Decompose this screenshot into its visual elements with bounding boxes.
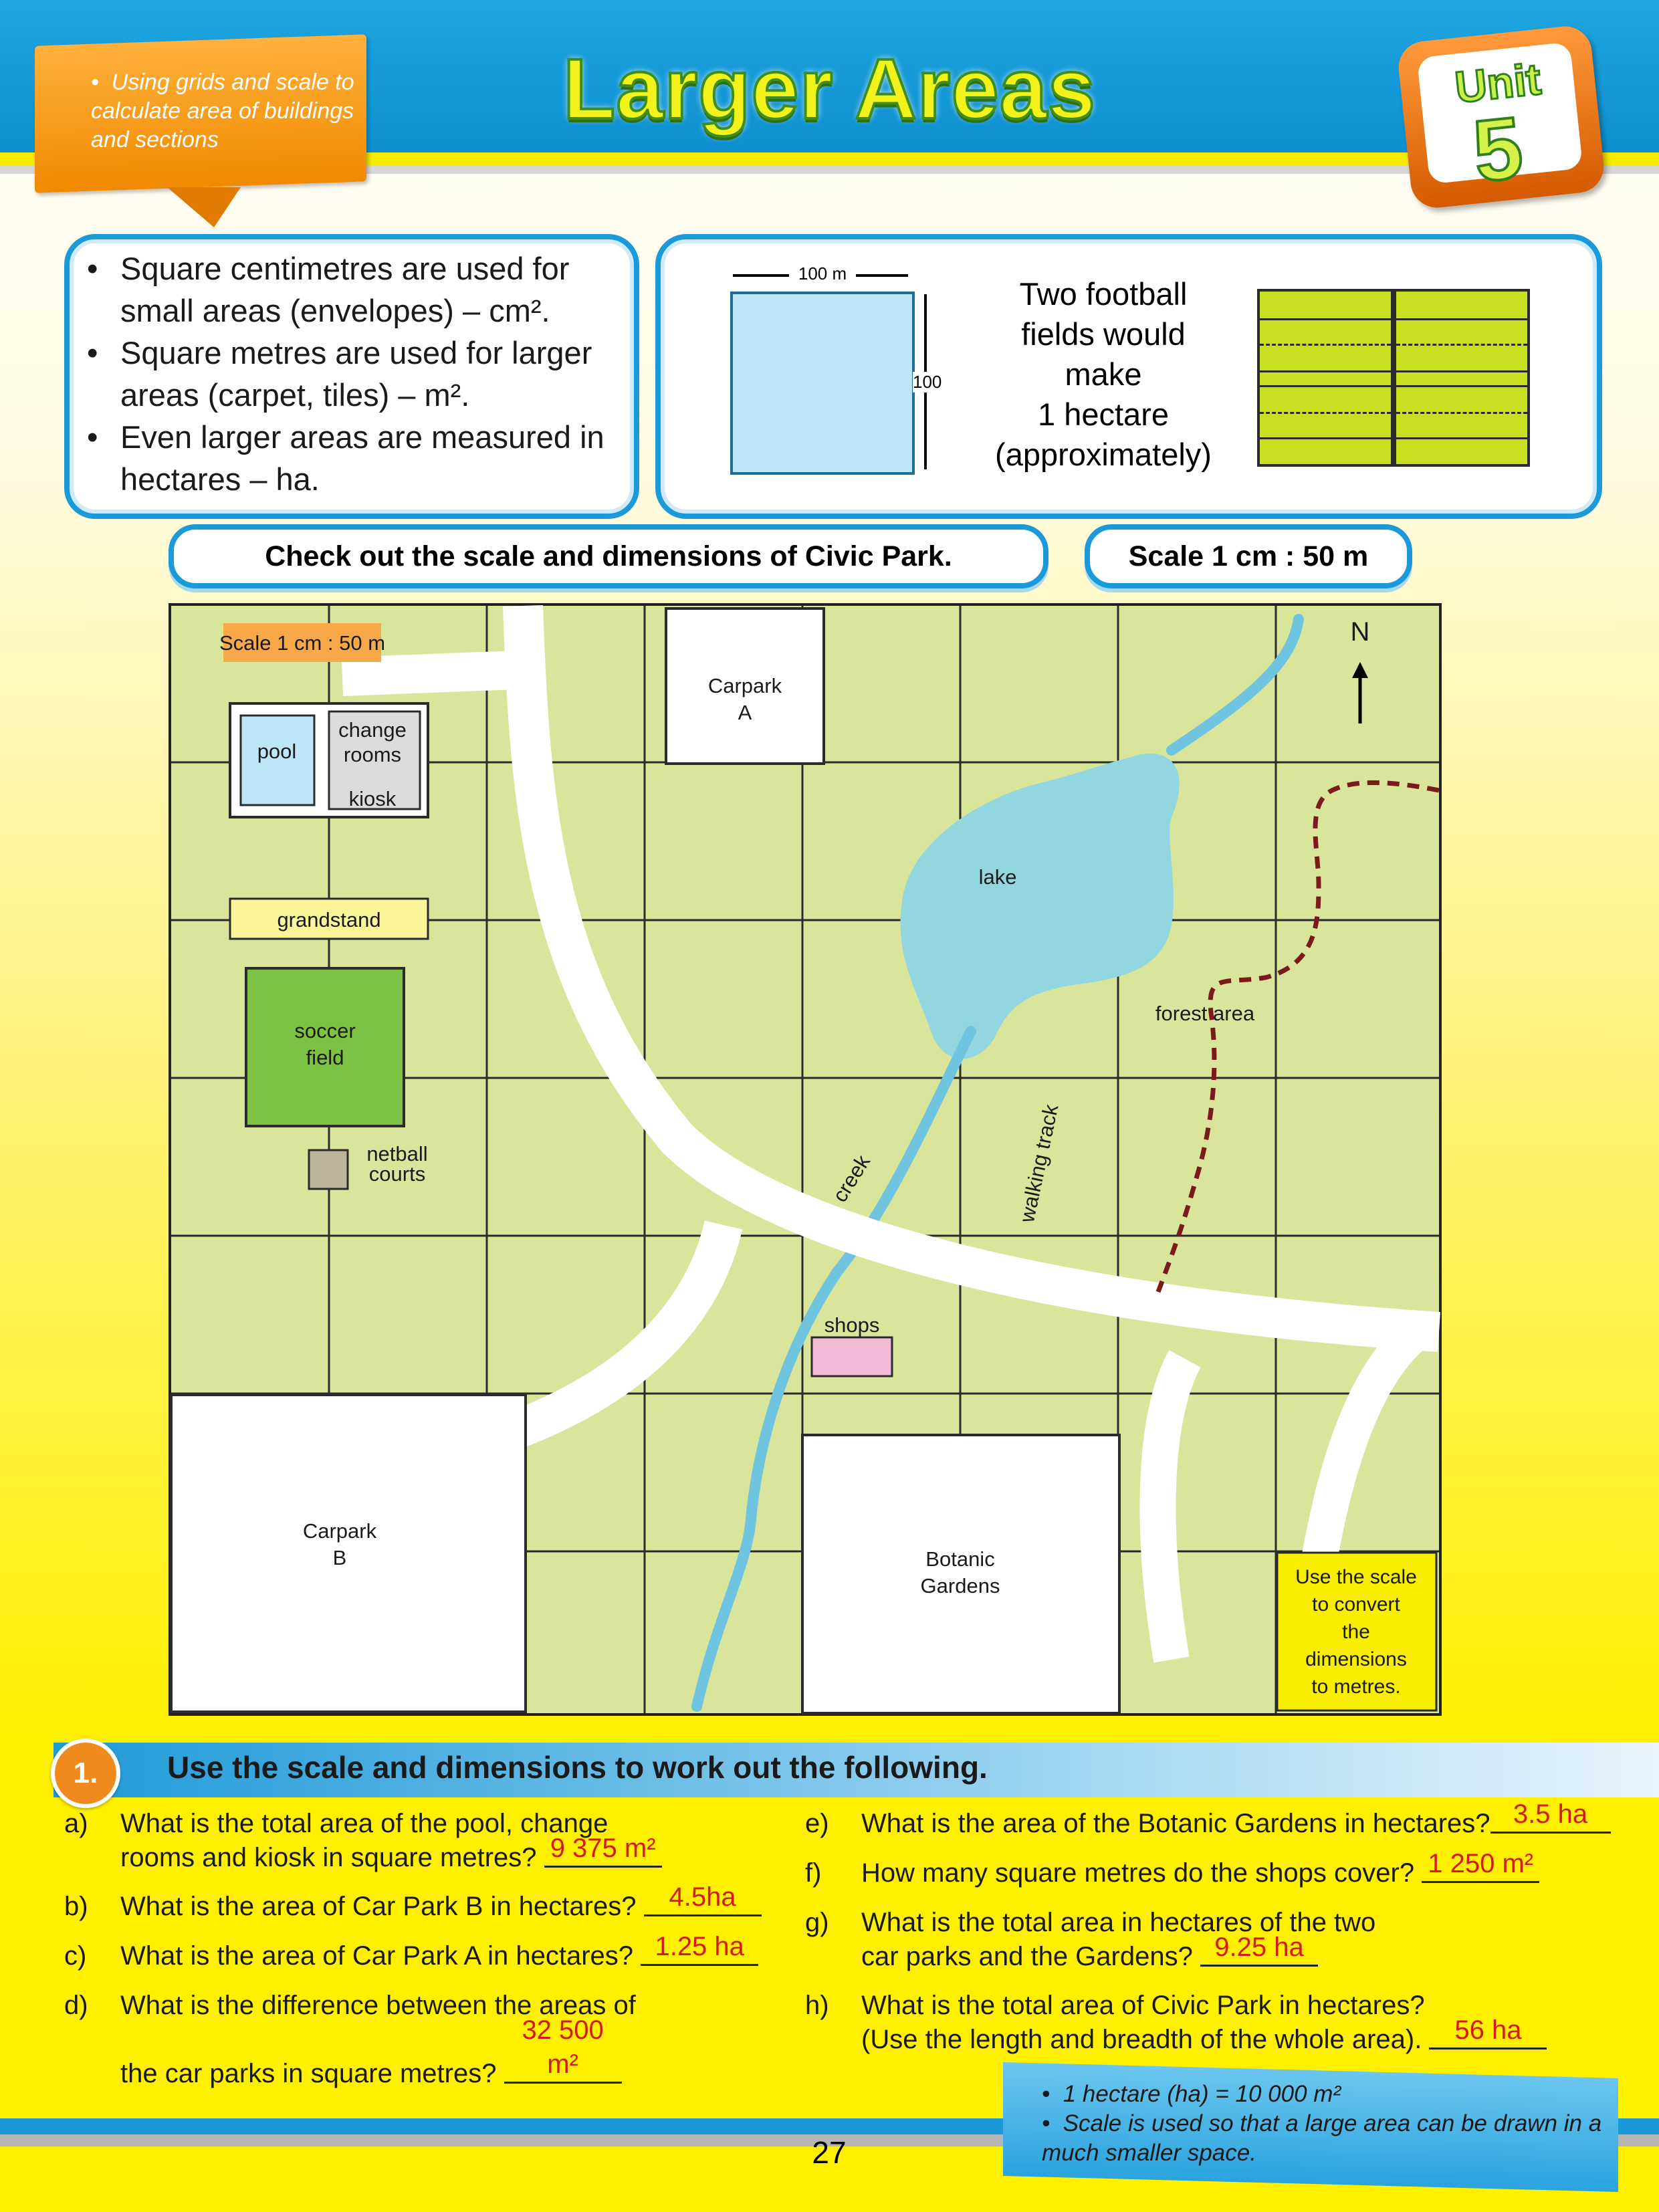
change-rooms-label: change rooms bbox=[338, 718, 407, 766]
scale-pill: Scale 1 cm : 50 m bbox=[1085, 524, 1412, 588]
width-dimension-label: 100 m bbox=[789, 263, 856, 284]
footer-note-text: • 1 hectare (ha) = 10 000 m² • Scale is used so that a large area can be drawn in a much smaller space. bbox=[1042, 2081, 1602, 2166]
question-letter: h) bbox=[805, 1991, 829, 2020]
scale-tag-text: Scale 1 cm : 50 m bbox=[219, 631, 386, 655]
question-line: (Use the length and breadth of the whole area). bbox=[861, 2025, 1422, 2054]
hectare-square bbox=[730, 292, 915, 475]
question-letter: f) bbox=[805, 1858, 822, 1888]
question-item bbox=[64, 1989, 786, 2088]
area-units-list bbox=[87, 247, 622, 500]
soccer-field-label: soccer field bbox=[294, 1019, 356, 1069]
football-line: 1 hectare bbox=[1038, 397, 1169, 432]
bullet-item: • Square centimetres are used for small areas (envelopes) – cm². bbox=[87, 247, 622, 332]
question-text bbox=[861, 1906, 1375, 1976]
question-line: What is the difference between the areas of bbox=[120, 1991, 636, 2020]
answer-field[interactable]: 56 ha bbox=[1429, 2013, 1547, 2050]
carpark-b-label: Carpark B bbox=[302, 1519, 377, 1569]
unit-badge bbox=[1404, 33, 1605, 207]
question-line: What is the total area of the pool, change bbox=[120, 1809, 609, 1838]
walking-track bbox=[1158, 782, 1439, 1292]
question-line: What is the area of the Botanic Gardens in hectares? bbox=[861, 1809, 1490, 1838]
question-letter: c) bbox=[64, 1941, 87, 1971]
football-field bbox=[1394, 289, 1530, 467]
creek-label: creek bbox=[828, 1151, 875, 1206]
walking-track-label: walking track bbox=[1014, 1102, 1063, 1225]
question-line: the car parks in square metres? bbox=[120, 2059, 497, 2088]
question-text bbox=[120, 1932, 758, 1975]
football-field bbox=[1257, 289, 1394, 467]
question-text bbox=[120, 1807, 662, 1877]
answer-field[interactable]: 1 250 m² bbox=[1422, 1847, 1539, 1883]
question-text bbox=[120, 1882, 762, 1926]
convert-note-text: Use the scale to convert the dimensions to metres. bbox=[1295, 1566, 1417, 1698]
question-text bbox=[861, 1989, 1547, 2059]
botanic-gardens-label: Botanic Gardens bbox=[920, 1547, 1000, 1597]
question-text bbox=[120, 1989, 636, 2093]
instruction-pill: Check out the scale and dimensions of Civic Park. bbox=[169, 524, 1048, 588]
footer-note bbox=[1003, 2070, 1618, 2184]
question-letter: a) bbox=[64, 1809, 88, 1838]
shops bbox=[812, 1337, 892, 1376]
answer-field[interactable]: 1.25 ha bbox=[641, 1930, 758, 1966]
question-line: What is the total area in hectares of the two bbox=[861, 1908, 1376, 1937]
answer-field[interactable]: 4.5ha bbox=[644, 1880, 762, 1916]
netball-courts bbox=[309, 1150, 348, 1189]
answer-field[interactable]: 3.5 ha bbox=[1490, 1797, 1611, 1834]
lake-label: lake bbox=[978, 865, 1017, 889]
football-line: fields would bbox=[1021, 316, 1186, 352]
objective-tag-flap bbox=[167, 187, 241, 227]
kiosk-label: kiosk bbox=[348, 787, 397, 810]
unit-label: Unit bbox=[1452, 53, 1543, 112]
bullet-item: • Even larger areas are measured in hectares – ha. bbox=[87, 416, 622, 500]
football-line: Two football bbox=[1019, 276, 1188, 312]
pool-label: pool bbox=[257, 740, 297, 763]
grandstand-label: grandstand bbox=[277, 908, 381, 931]
question-line: rooms and kiosk in square metres? bbox=[120, 1843, 537, 1872]
map-drawing bbox=[169, 603, 1442, 1716]
question-text bbox=[861, 1849, 1539, 1892]
question-item bbox=[805, 1989, 1641, 2058]
objective-label: Using grids and scale to calculate area of buildings and sections bbox=[91, 70, 354, 152]
question-line: What is the area of Car Park B in hectares? bbox=[120, 1892, 637, 1921]
question-letter: b) bbox=[64, 1892, 88, 1921]
shops-label: shops bbox=[824, 1313, 880, 1337]
question-letter: e) bbox=[805, 1809, 829, 1838]
question-title: Use the scale and dimensions to work out the following. bbox=[167, 1750, 988, 1785]
page-title: Larger Areas bbox=[563, 41, 1096, 137]
north-arrow-head bbox=[1352, 662, 1368, 678]
football-line: (approximately) bbox=[995, 437, 1212, 472]
football-line: make bbox=[1065, 356, 1142, 392]
football-text bbox=[970, 274, 1237, 475]
north-label: N bbox=[1350, 617, 1370, 647]
height-dimension-label: 100 bbox=[913, 372, 942, 392]
lake-shape bbox=[901, 754, 1180, 1059]
carpark-a-label: Carpark A bbox=[707, 674, 782, 724]
objective-text: • Using grids and scale to calculate area of buildings and sections bbox=[91, 70, 354, 152]
footer-note-line: Scale is used so that a large area can be drawn in a much smaller space. bbox=[1042, 2110, 1602, 2166]
question-item bbox=[64, 1807, 786, 1876]
answer-field[interactable]: 32 500 m² bbox=[504, 2013, 622, 2084]
question-line: What is the total area of Civic Park in hectares? bbox=[861, 1991, 1425, 2020]
unit-number: 5 bbox=[1468, 98, 1527, 201]
question-line: What is the area of Car Park A in hectares? bbox=[120, 1941, 634, 1971]
question-letter: d) bbox=[64, 1991, 88, 2020]
footer-note-line: 1 hectare (ha) = 10 000 m² bbox=[1063, 2081, 1341, 2107]
question-item bbox=[805, 1906, 1641, 1975]
question-number: 1. bbox=[51, 1739, 120, 1808]
answer-field[interactable]: 9 375 m² bbox=[544, 1832, 662, 1868]
question-letter: g) bbox=[805, 1908, 829, 1937]
question-line: How many square metres do the shops cover? bbox=[861, 1858, 1415, 1888]
netball-courts-label: netball courts bbox=[366, 1142, 428, 1186]
forest-label: forest area bbox=[1155, 1002, 1255, 1025]
question-line: car parks and the Gardens? bbox=[861, 1942, 1193, 1971]
bullet-item: • Square metres are used for larger areas (carpet, tiles) – m². bbox=[87, 332, 622, 416]
carpark-b bbox=[171, 1395, 526, 1712]
answer-field[interactable]: 9.25 ha bbox=[1200, 1930, 1318, 1967]
question-text bbox=[861, 1799, 1611, 1843]
page-number: 27 bbox=[812, 2135, 847, 2170]
